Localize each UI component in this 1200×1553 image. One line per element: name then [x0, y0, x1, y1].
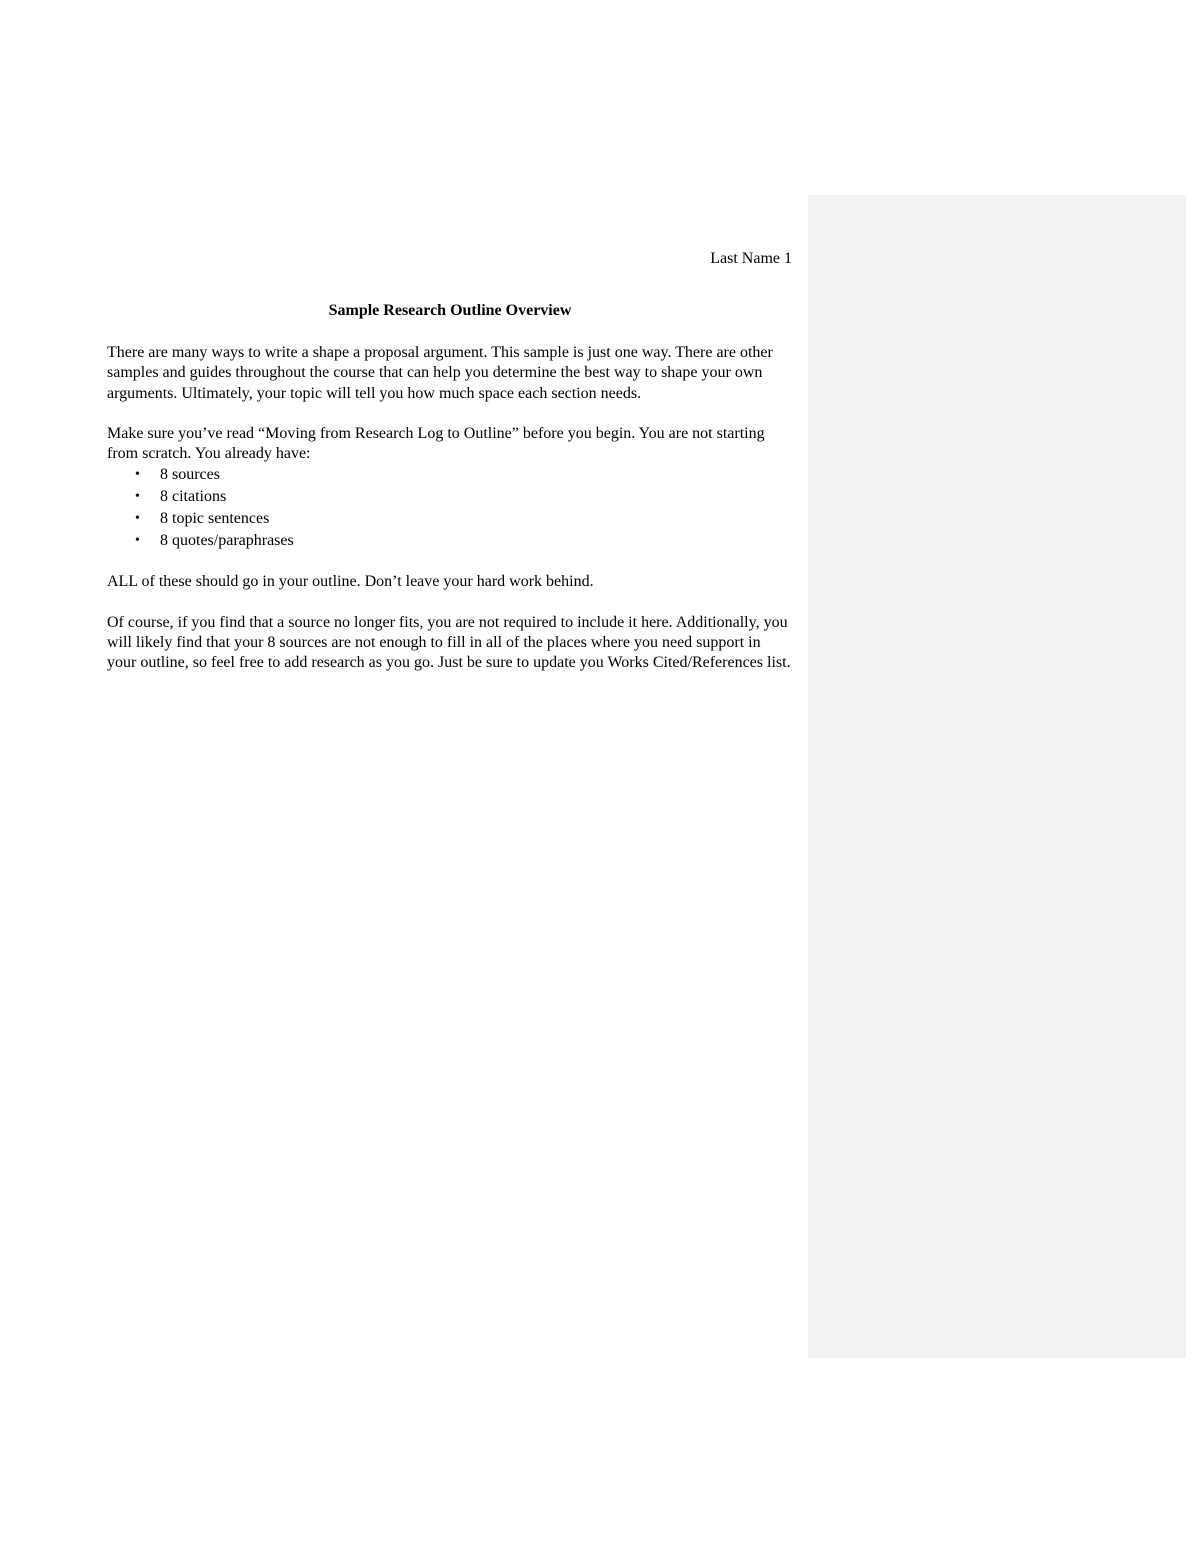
paragraph-intro: There are many ways to write a shape a proposal argument. This sample is just one way. There are other samples and guides throughout the course that can help you determine the best way to shape your own arguments. Ultimately, your topic will tell you how much space each section needs. [107, 344, 773, 402]
list-item-text: 8 sources [160, 466, 220, 484]
list-item [135, 530, 793, 552]
list-item-text: 8 topic sentences [160, 510, 270, 528]
document-body [107, 300, 793, 694]
document-title: Sample Research Outline Overview [328, 302, 572, 319]
list-item [135, 508, 793, 530]
bullet-icon: • [135, 467, 140, 483]
bullet-icon: • [135, 511, 140, 527]
bullet-list [107, 464, 793, 552]
list-item [135, 486, 793, 508]
page-header-label: Last Name 1 [710, 250, 792, 267]
list-item [135, 464, 793, 486]
paragraph-prerequisites: Make sure you’ve read “Moving from Research Log to Outline” before you begin. You are not starting from scratch. You already have: [107, 424, 765, 463]
paragraph-summary: ALL of these should go in your outline. Don’t leave your hard work behind. [107, 573, 594, 591]
bullet-icon: • [135, 489, 140, 505]
paragraph-additional: Of course, if you find that a source no longer fits, you are not required to include it here. Additionally, you will likely find that your 8 sources are not enough to fill in all of the places where you need support in your outline, so feel free to add research as you go. Just be sure to update you Works Cited/References list. [107, 613, 791, 672]
comment-pane [808, 195, 1186, 1358]
list-item-text: 8 quotes/paraphrases [160, 532, 294, 550]
bullet-icon: • [135, 533, 140, 549]
list-item-text: 8 citations [160, 488, 227, 506]
